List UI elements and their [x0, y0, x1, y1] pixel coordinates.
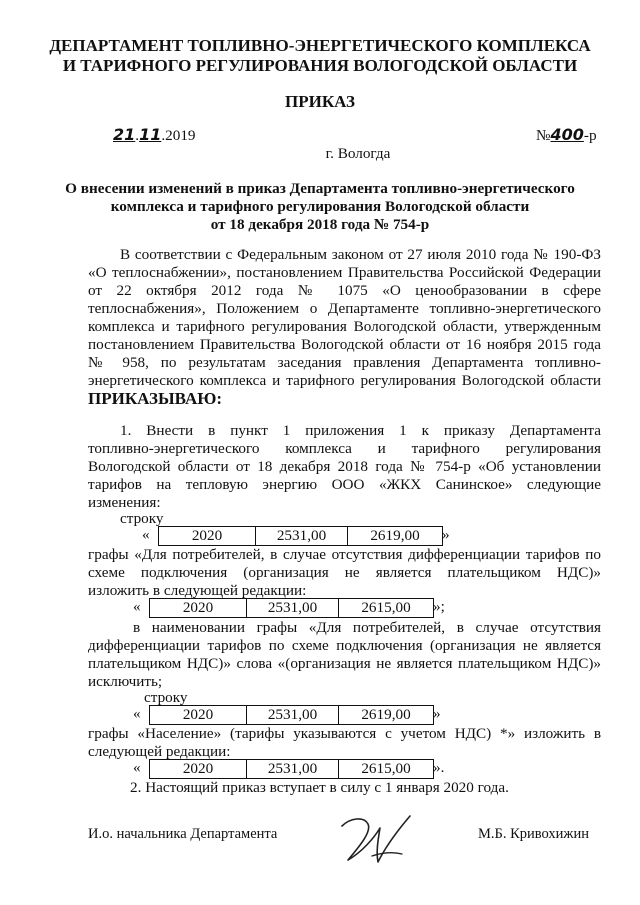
tariff-cells	[149, 598, 434, 618]
date-year: .2019	[161, 127, 196, 144]
change3-word: строку	[144, 689, 188, 706]
year-cell: 2020	[150, 760, 247, 778]
item1-line: топливно-энергетического комплекса и тарифного регулирования	[88, 440, 601, 457]
preamble-line: постановлением Правительства Вологодской области от 16 ноября 2015 года	[88, 336, 601, 353]
change3-new-row	[133, 759, 463, 779]
change1-old-row	[142, 526, 462, 546]
tariff-cell-1: 2531,00	[247, 599, 339, 617]
year-cell: 2020	[150, 599, 247, 617]
document-type: ПРИКАЗ	[285, 92, 355, 111]
item1-line: изменения:	[88, 494, 161, 511]
department-title-line1: ДЕПАРТАМЕНТ ТОПЛИВНО-ЭНЕРГЕТИЧЕСКОГО КОМПЛЕКСА	[49, 36, 591, 55]
quote-open: «	[133, 759, 141, 776]
tariff-cell-2: 2615,00	[361, 760, 411, 777]
handwritten-signature	[328, 808, 418, 868]
change2-line: в наименовании графы «Для потребителей, в случае отсутствия	[133, 619, 601, 636]
change2-line: дифференциации тарифов по схеме подключения (организация не является	[88, 637, 601, 654]
change1-text-line: схеме подключения (организация не является плательщиком НДС)»	[88, 564, 601, 581]
change3-old-row	[133, 705, 463, 725]
tariff-cell-1: 2531,00	[247, 760, 339, 778]
change3-text-line: графы «Население» (тарифы указываются с учетом НДС) *» изложить в	[88, 725, 601, 742]
quote-open: «	[133, 598, 141, 615]
preamble-line: «О теплоснабжении», постановлением Правительства Российской Федерации	[88, 264, 601, 281]
change1-new-row	[133, 598, 463, 618]
tariff-cell-2: 2619,00	[361, 706, 411, 723]
tariff-cells	[158, 526, 443, 546]
date-sep: .	[135, 127, 140, 144]
signatory-position: И.о. начальника Департамента	[88, 826, 278, 842]
change2-line: исключить;	[88, 673, 163, 690]
quote-open: «	[133, 705, 141, 722]
subject-line3: от 18 декабря 2018 года № 754-р	[210, 216, 430, 233]
date-day: 21	[113, 125, 136, 144]
order-word: ПРИКАЗЫВАЮ:	[88, 389, 223, 408]
tariff-cell-1: 2531,00	[256, 527, 348, 545]
department-title-line2: И ТАРИФНОГО РЕГУЛИРОВАНИЯ ВОЛОГОДСКОЙ ОБЛАСТИ	[62, 56, 578, 75]
document-number	[536, 125, 597, 145]
tariff-cell-2: 2615,00	[361, 599, 411, 616]
tariff-cells	[149, 759, 434, 779]
tariff-cells	[149, 705, 434, 725]
tariff-cell-2: 2619,00	[370, 527, 420, 544]
item1-line: тарифов на тепловую энергию ООО «ЖКХ Санинское» следующие	[88, 476, 601, 493]
document-date	[113, 125, 196, 145]
number-value: 400	[550, 125, 584, 144]
number-prefix: №	[536, 127, 551, 144]
preamble-line: В соответствии с Федеральным законом от 27 июля 2010 года № 190-ФЗ	[120, 246, 601, 263]
preamble-line: комплекса и тарифного регулирования Вологодской области, утвержденным	[88, 318, 601, 335]
quote-open: «	[142, 526, 150, 543]
city: г. Вологда	[325, 145, 391, 162]
date-month: 11	[139, 125, 162, 144]
preamble-line: № 958, по результатам заседания правления Департамента топливно-	[88, 354, 601, 371]
subject-line1: О внесении изменений в приказ Департамента топливно-энергетического	[65, 180, 575, 197]
subject-line2: комплекса и тарифного регулирования Вологодской области	[110, 198, 530, 215]
preamble-line: энергетического комплекса и тарифного регулирования Вологодской области	[88, 372, 601, 389]
item1-line: 1. Внести в пункт 1 приложения 1 к приказу Департамента	[120, 422, 601, 439]
number-suffix: -р	[583, 127, 597, 144]
quote-close: »	[442, 526, 450, 543]
year-cell: 2020	[159, 527, 256, 545]
signatory-name: М.Б. Кривохижин	[478, 826, 589, 842]
item1-line: Вологодской области от 18 декабря 2018 года № 754-р «Об установлении	[88, 458, 601, 475]
tariff-cell-1: 2531,00	[247, 706, 339, 724]
quote-close: »	[433, 705, 441, 722]
quote-close: »;	[433, 598, 445, 615]
change1-word: строку	[120, 510, 164, 527]
change2-line: плательщиком НДС)» слова «(организация не является плательщиком НДС)»	[88, 655, 601, 672]
quote-close: ».	[433, 759, 445, 776]
change1-text-line: изложить в следующей редакции:	[88, 582, 307, 599]
year-cell: 2020	[150, 706, 247, 724]
change1-text-line: графы «Для потребителей, в случае отсутствия дифференциации тарифов по	[88, 546, 601, 563]
change3-text-line: следующей редакции:	[88, 743, 231, 760]
preamble-line: от 22 октября 2012 года № 1075 «О ценообразовании в сфере	[88, 282, 601, 299]
preamble-line: теплоснабжения», Положением о Департаменте топливно-энергетического	[88, 300, 601, 317]
item2-line: 2. Настоящий приказ вступает в силу с 1 января 2020 года.	[130, 779, 509, 796]
